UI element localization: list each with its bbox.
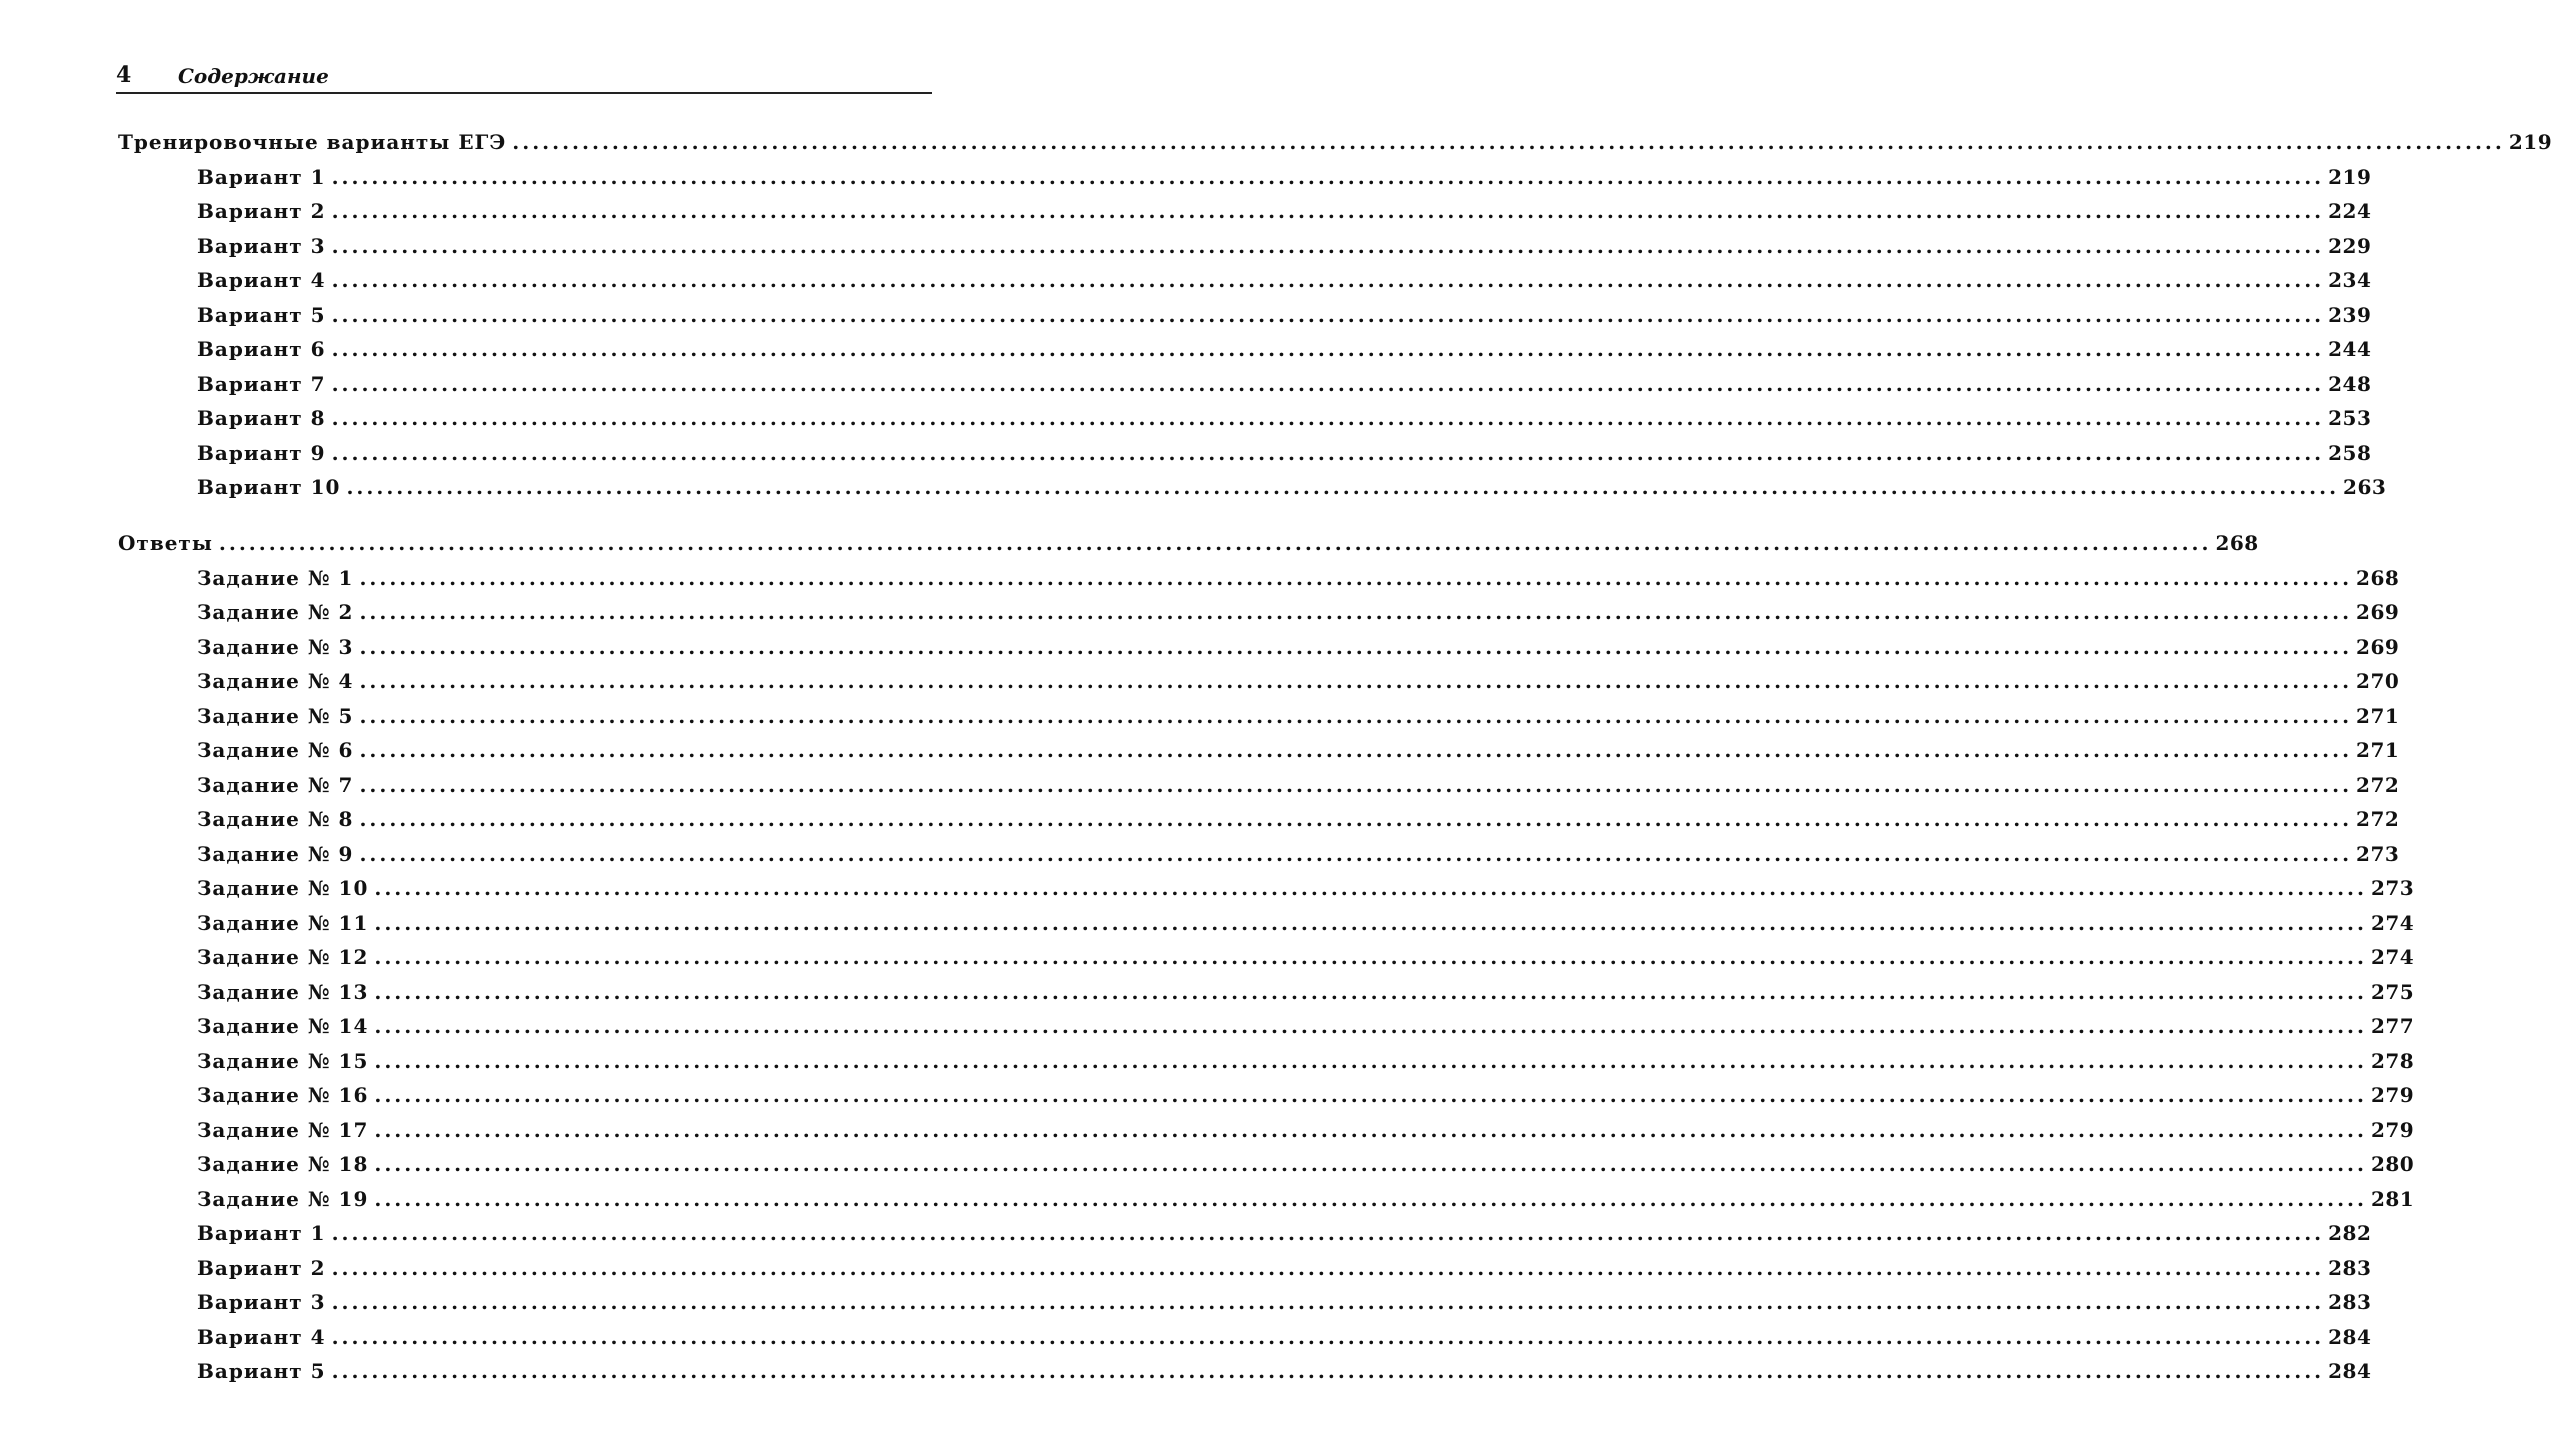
toc-entry-page: 275 [2370, 979, 2415, 1004]
running-title: Содержание [178, 64, 329, 88]
toc-entry-label: Задание № 3 [197, 634, 354, 659]
toc-entry-page: 277 [2370, 1014, 2415, 1038]
toc-entry-label: Задание № 10 [197, 876, 369, 900]
dot-leader: ........................................................................................................................................................................................................ [374, 1048, 2367, 1073]
toc-entry-label: Вариант 5 [197, 1359, 326, 1383]
toc-entry-label: Тренировочные варианты ЕГЭ [118, 130, 507, 154]
toc-entry-page: 271 [2356, 703, 2400, 728]
toc-entry-page: 268 [2215, 531, 2259, 555]
toc-entry [197, 1255, 2372, 1286]
toc-entry-label: Задание № 14 [197, 1014, 369, 1038]
dot-leader: ........................................................................................................................................................................................................ [331, 233, 2325, 258]
toc-entry-page: 219 [2508, 130, 2552, 154]
toc-entry-page: 263 [2343, 475, 2387, 499]
toc-entry-label: Задание № 19 [197, 1186, 369, 1211]
toc-entry-label: Задание № 16 [197, 1083, 369, 1107]
dot-leader: ........................................................................................................................................................................................................ [512, 130, 2505, 154]
toc-entry [197, 669, 2400, 699]
toc-entry-label: Вариант 7 [197, 371, 326, 396]
toc-entry-page: 284 [2328, 1359, 2372, 1383]
toc-entry [197, 1083, 2415, 1113]
toc-entry [197, 475, 2387, 505]
toc-entry [197, 1290, 2372, 1320]
toc-entry-label: Задание № 15 [197, 1048, 369, 1073]
toc-entry [197, 199, 2372, 229]
toc-entry [197, 371, 2372, 402]
toc-entry-page: 268 [2356, 565, 2400, 590]
toc-entry-page: 284 [2328, 1324, 2372, 1349]
toc-entry-page: 269 [2356, 634, 2400, 659]
toc-entry [197, 164, 2372, 195]
dot-leader: ........................................................................................................................................................................................................ [359, 600, 2353, 624]
toc-entry-page: 283 [2328, 1255, 2372, 1280]
toc-entry-page: 271 [2356, 738, 2400, 762]
toc-entry-label: Вариант 2 [197, 1255, 326, 1280]
dot-leader: ........................................................................................................................................................................................................ [331, 1324, 2325, 1349]
dot-leader: ........................................................................................................................................................................................................ [331, 1359, 2325, 1383]
dot-leader: ........................................................................................................................................................................................................ [374, 1014, 2367, 1038]
toc-entry [197, 945, 2415, 975]
toc-entry-page: 280 [2370, 1152, 2415, 1176]
toc-entry-page: 258 [2328, 440, 2372, 465]
toc-entry [197, 302, 2372, 333]
dot-leader: ........................................................................................................................................................................................................ [331, 268, 2325, 292]
dot-leader: ........................................................................................................................................................................................................ [331, 440, 2325, 465]
toc-entry-label: Задание № 6 [197, 738, 354, 762]
toc-entry [197, 841, 2400, 872]
dot-leader: ........................................................................................................................................................................................................ [331, 1221, 2325, 1245]
dot-leader: ........................................................................................................................................................................................................ [374, 910, 2367, 935]
toc-entry [197, 440, 2372, 471]
toc-entry [197, 1048, 2415, 1079]
toc-entry [197, 876, 2415, 906]
toc-entry-label: Вариант 3 [197, 233, 326, 258]
toc-entry [197, 1014, 2415, 1044]
toc-entry-page: 269 [2356, 600, 2400, 624]
toc-entry [197, 979, 2415, 1010]
toc-entry-label: Вариант 10 [197, 475, 341, 499]
toc-entry [197, 1359, 2372, 1389]
toc-entry [197, 565, 2400, 596]
toc-entry-page: 224 [2328, 199, 2372, 223]
toc-entry [197, 1117, 2415, 1148]
running-header [116, 58, 932, 94]
toc-entry-label: Вариант 1 [197, 1221, 326, 1245]
dot-leader: ........................................................................................................................................................................................................ [331, 302, 2325, 327]
toc-entry-page: 274 [2370, 910, 2415, 935]
toc-entry-label: Ответы [118, 531, 213, 555]
toc-entry [197, 703, 2400, 734]
toc-entry [197, 233, 2372, 264]
dot-leader: ........................................................................................................................................................................................................ [331, 164, 2325, 189]
toc-entry-page: 279 [2370, 1083, 2415, 1107]
toc-entry-page: 274 [2370, 945, 2415, 969]
toc-entry-page: 272 [2356, 772, 2400, 797]
toc-entry-page: 253 [2328, 406, 2372, 430]
toc-entry [197, 772, 2400, 803]
toc-entry-label: Задание № 11 [197, 910, 369, 935]
toc-section-heading [118, 130, 2552, 160]
toc-entry [197, 600, 2400, 630]
toc-entry-label: Вариант 8 [197, 406, 326, 430]
toc-entry [197, 1221, 2372, 1251]
dot-leader: ........................................................................................................................................................................................................ [374, 979, 2367, 1004]
toc-entry-label: Вариант 1 [197, 164, 326, 189]
page-number: 4 [116, 62, 132, 88]
toc-entry-page: 273 [2370, 876, 2415, 900]
toc-entry-label: Задание № 9 [197, 841, 354, 866]
dot-leader: ........................................................................................................................................................................................................ [374, 1186, 2367, 1211]
toc-entry [197, 807, 2400, 837]
toc-entry-page: 229 [2328, 233, 2372, 258]
dot-leader: ........................................................................................................................................................................................................ [359, 841, 2353, 866]
toc-entry-page: 272 [2356, 807, 2400, 831]
dot-leader: ........................................................................................................................................................................................................ [331, 199, 2325, 223]
toc-entry [197, 406, 2372, 436]
dot-leader: ........................................................................................................................................................................................................ [374, 945, 2367, 969]
toc-entry-label: Вариант 2 [197, 199, 326, 223]
toc-entry-label: Задание № 12 [197, 945, 369, 969]
dot-leader: ........................................................................................................................................................................................................ [331, 337, 2325, 361]
dot-leader: ........................................................................................................................................................................................................ [359, 738, 2353, 762]
dot-leader: ........................................................................................................................................................................................................ [331, 371, 2325, 396]
toc-entry [197, 1324, 2372, 1355]
toc-entry [197, 910, 2415, 941]
toc-entry-label: Вариант 9 [197, 440, 326, 465]
toc-entry-label: Задание № 5 [197, 703, 354, 728]
toc-entry-label: Задание № 7 [197, 772, 354, 797]
dot-leader: ........................................................................................................................................................................................................ [374, 1117, 2367, 1142]
toc-entry [197, 337, 2372, 367]
toc-entry-label: Задание № 18 [197, 1152, 369, 1176]
dot-leader: ........................................................................................................................................................................................................ [359, 807, 2353, 831]
dot-leader: ........................................................................................................................................................................................................ [359, 772, 2353, 797]
toc-entry-label: Вариант 3 [197, 1290, 326, 1314]
dot-leader: ........................................................................................................................................................................................................ [359, 634, 2353, 659]
toc-entry-label: Задание № 17 [197, 1117, 369, 1142]
dot-leader: ........................................................................................................................................................................................................ [346, 475, 2340, 499]
toc-entry-label: Вариант 4 [197, 1324, 326, 1349]
toc-entry-page: 239 [2328, 302, 2372, 327]
toc-entry-page: 248 [2328, 371, 2372, 396]
dot-leader: ........................................................................................................................................................................................................ [374, 1152, 2367, 1176]
toc-entry [197, 634, 2400, 665]
toc-entry-label: Вариант 5 [197, 302, 326, 327]
toc-entry [197, 268, 2372, 298]
toc-entry-page: 283 [2328, 1290, 2372, 1314]
toc-entry-page: 282 [2328, 1221, 2372, 1245]
toc-entry-label: Задание № 1 [197, 565, 354, 590]
toc-entry-page: 278 [2370, 1048, 2415, 1073]
toc-entry-page: 219 [2328, 164, 2372, 189]
dot-leader: ........................................................................................................................................................................................................ [374, 876, 2367, 900]
toc-entry [197, 738, 2400, 768]
toc-entry-label: Задание № 13 [197, 979, 369, 1004]
toc-entry-page: 281 [2370, 1186, 2415, 1211]
toc-entry-page: 273 [2356, 841, 2400, 866]
toc-entry-page: 270 [2356, 669, 2400, 693]
toc-entry-page: 279 [2370, 1117, 2415, 1142]
toc-entry [197, 1152, 2415, 1182]
dot-leader: ........................................................................................................................................................................................................ [359, 669, 2353, 693]
dot-leader: ........................................................................................................................................................................................................ [331, 1290, 2325, 1314]
toc-entry-label: Вариант 4 [197, 268, 326, 292]
dot-leader: ........................................................................................................................................................................................................ [331, 406, 2325, 430]
toc-entry-label: Вариант 6 [197, 337, 326, 361]
toc-entry-label: Задание № 4 [197, 669, 354, 693]
toc-entry-label: Задание № 2 [197, 600, 354, 624]
dot-leader: ........................................................................................................................................................................................................ [331, 1255, 2325, 1280]
dot-leader: ........................................................................................................................................................................................................ [218, 531, 2212, 555]
toc-entry-page: 244 [2328, 337, 2372, 361]
toc-entry [197, 1186, 2415, 1217]
dot-leader: ........................................................................................................................................................................................................ [359, 703, 2353, 728]
toc-entry-label: Задание № 8 [197, 807, 354, 831]
toc-section-heading [118, 531, 2259, 561]
dot-leader: ........................................................................................................................................................................................................ [359, 565, 2353, 590]
dot-leader: ........................................................................................................................................................................................................ [374, 1083, 2367, 1107]
toc-entry-page: 234 [2328, 268, 2372, 292]
